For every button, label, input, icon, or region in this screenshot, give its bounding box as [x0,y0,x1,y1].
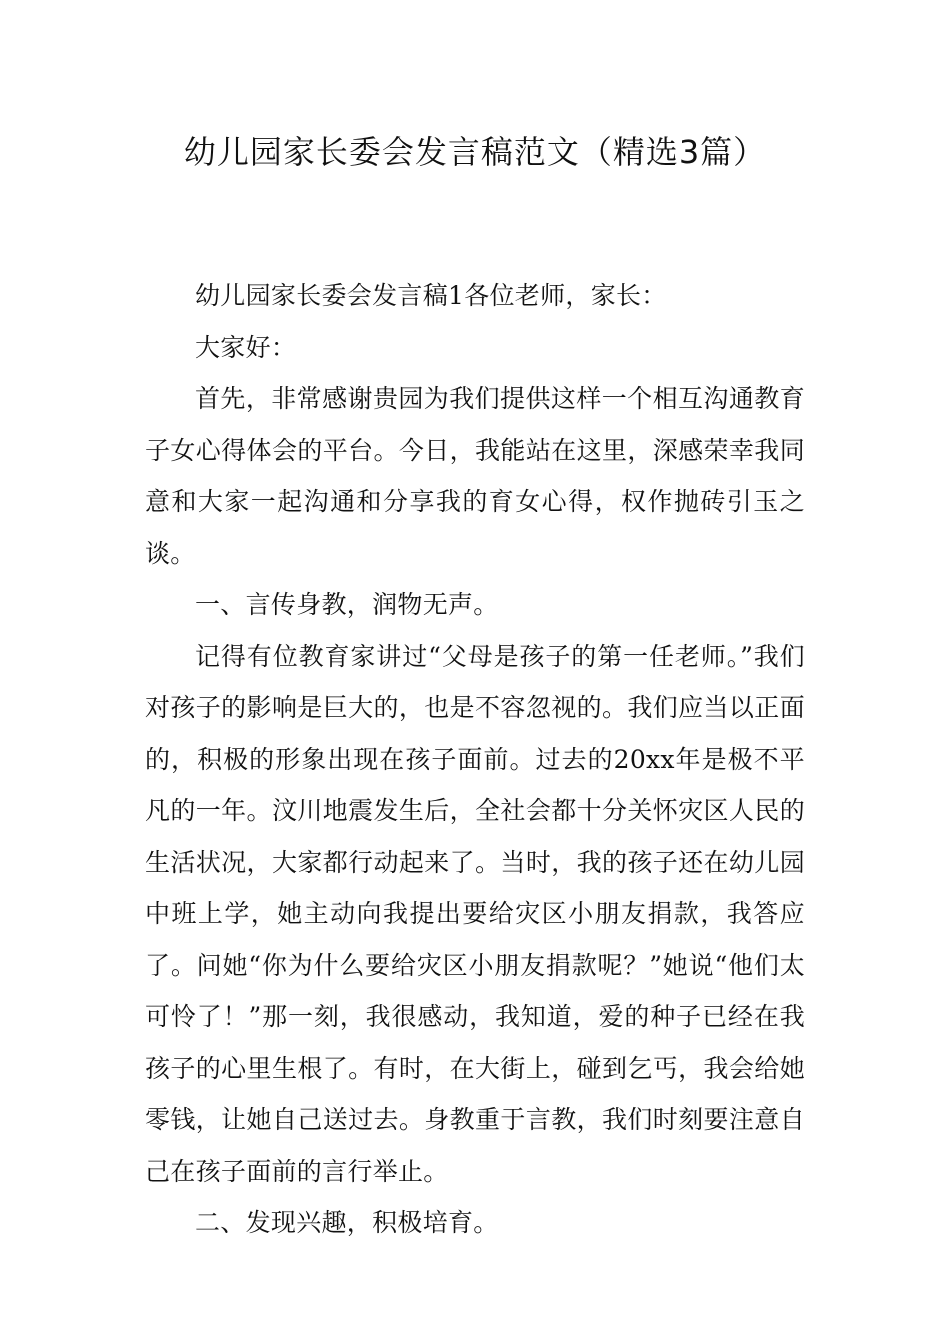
paragraph-section-one-body: 记得有位教育家讲过“父母是孩子的第一任老师。”我们对孩子的影响是巨大的，也是不容忽视的。我们应当以正面的，积极的形象出现在孩子面前。过去的20xx年是极不平凡的一年。汶川地震发生后，全社会都十分关怀灾区人民的生活状况，大家都行动起来了。当时，我的孩子还在幼儿园中班上学，她主动向我提出要给灾区小朋友捐款，我答应了。问她“你为什么要给灾区小朋友捐款呢？”她说“他们太可怜了！”那一刻，我很感动，我知道，爱的种子已经在我孩子的心里生根了。有时，在大街上，碰到乞丐，我会给她零钱，让她自己送过去。身教重于言教，我们时刻要注意自己在孩子面前的言行举止。 [145,641,805,1186]
paragraph-section-two-heading: 二、发现兴趣，积极培育。 [195,1208,499,1237]
paragraph-section-one-heading: 一、言传身教，润物无声。 [195,590,499,619]
document-body [145,270,805,1249]
document-title: 幼儿园家长委会发言稿范文（精选3篇） [183,133,767,171]
paragraph-intro: 首先，非常感谢贵园为我们提供这样一个相互沟通教育子女心得体会的平台。今日，我能站在这里，深感荣幸我同意和大家一起沟通和分享我的育女心得，权作抛砖引玉之谈。 [145,384,805,568]
paragraph-greeting: 大家好： [195,332,297,362]
paragraph-heading-speech-1: 幼儿园家长委会发言稿1各位老师，家长： [195,281,667,310]
